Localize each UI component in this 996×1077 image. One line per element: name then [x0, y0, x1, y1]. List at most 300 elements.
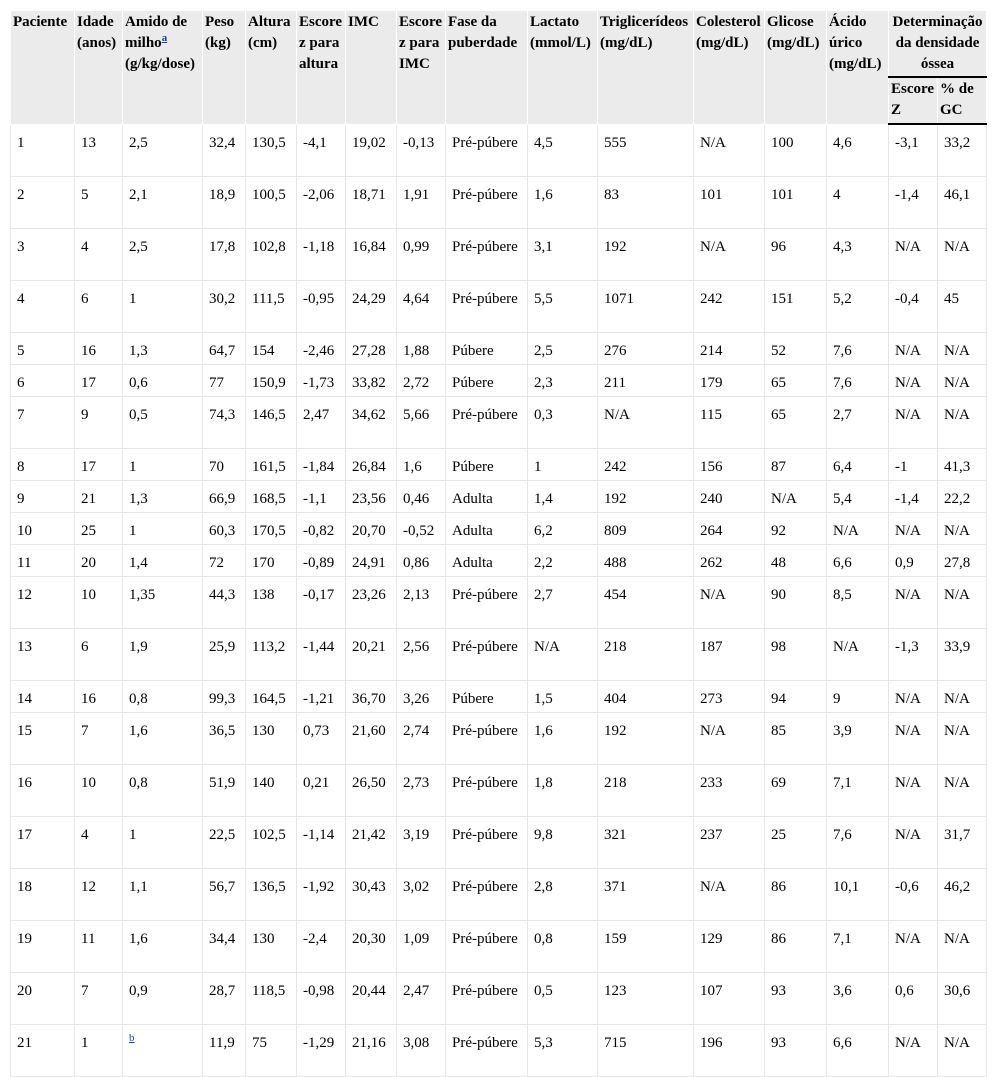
- cell-escore-imc: 2,13: [397, 577, 446, 629]
- cell-fase: Pré-púbere: [446, 1025, 528, 1077]
- cell-escore-z: N/A: [889, 229, 938, 281]
- cell-glicose: 86: [765, 921, 827, 973]
- cell-idade: 4: [75, 229, 123, 281]
- cell-acido-urico: 4,3: [827, 229, 889, 281]
- cell-trigliceridios: 371: [598, 869, 694, 921]
- cell-escore-imc: 1,6: [397, 449, 446, 481]
- header-glicose: Glicose (mg/dL): [765, 11, 827, 125]
- cell-fase: Pré-púbere: [446, 397, 528, 449]
- cell-escore-altura: -2,46: [297, 333, 346, 365]
- cell-amido: 1,4: [123, 545, 203, 577]
- cell-escore-imc: 0,99: [397, 229, 446, 281]
- cell-imc: 21,60: [346, 713, 397, 765]
- cell-escore-z: -0,6: [889, 869, 938, 921]
- cell-percent-gc: 41,3: [938, 449, 987, 481]
- cell-colesterol: 156: [694, 449, 765, 481]
- cell-colesterol: N/A: [694, 124, 765, 177]
- cell-idade: 9: [75, 397, 123, 449]
- cell-escore-z: -0,4: [889, 281, 938, 333]
- cell-peso: 28,7: [203, 973, 246, 1025]
- cell-idade: 21: [75, 481, 123, 513]
- cell-glicose: 48: [765, 545, 827, 577]
- cell-peso: 74,3: [203, 397, 246, 449]
- cell-escore-imc: -0,13: [397, 124, 446, 177]
- cell-percent-gc: N/A: [938, 713, 987, 765]
- cell-escore-altura: -4,1: [297, 124, 346, 177]
- cell-escore-z: N/A: [889, 397, 938, 449]
- cell-idade: 6: [75, 629, 123, 681]
- cell-lactato: 1: [528, 449, 598, 481]
- cell-escore-z: N/A: [889, 1025, 938, 1077]
- cell-acido-urico: 5,4: [827, 481, 889, 513]
- cell-escore-altura: -1,44: [297, 629, 346, 681]
- cell-paciente: 11: [11, 545, 75, 577]
- cell-idade: 13: [75, 124, 123, 177]
- cell-trigliceridios: 211: [598, 365, 694, 397]
- cell-escore-imc: 1,91: [397, 177, 446, 229]
- header-idade: Idade (anos): [75, 11, 123, 125]
- cell-peso: 36,5: [203, 713, 246, 765]
- cell-amido: 1: [123, 513, 203, 545]
- cell-colesterol: 101: [694, 177, 765, 229]
- cell-escore-z: N/A: [889, 513, 938, 545]
- cell-lactato: 1,6: [528, 177, 598, 229]
- cell-imc: 19,02: [346, 124, 397, 177]
- cell-lactato: 2,5: [528, 333, 598, 365]
- cell-colesterol: 115: [694, 397, 765, 449]
- cell-trigliceridios: 123: [598, 973, 694, 1025]
- table-row: [11, 481, 987, 513]
- table-row: [11, 513, 987, 545]
- cell-colesterol: 264: [694, 513, 765, 545]
- cell-lactato: 6,2: [528, 513, 598, 545]
- cell-escore-imc: 2,47: [397, 973, 446, 1025]
- cell-escore-altura: 0,21: [297, 765, 346, 817]
- cell-acido-urico: 10,1: [827, 869, 889, 921]
- cell-colesterol: 107: [694, 973, 765, 1025]
- cell-glicose: 101: [765, 177, 827, 229]
- cell-glicose: 85: [765, 713, 827, 765]
- cell-escore-z: 0,9: [889, 545, 938, 577]
- cell-altura: 146,5: [246, 397, 297, 449]
- cell-amido: 2,1: [123, 177, 203, 229]
- cell-escore-altura: -0,95: [297, 281, 346, 333]
- cell-lactato: 9,8: [528, 817, 598, 869]
- cell-paciente: 13: [11, 629, 75, 681]
- table-row: [11, 124, 987, 177]
- cell-altura: 113,2: [246, 629, 297, 681]
- cell-escore-imc: 1,88: [397, 333, 446, 365]
- cell-escore-imc: 3,26: [397, 681, 446, 713]
- cell-colesterol: N/A: [694, 713, 765, 765]
- cell-imc: 33,82: [346, 365, 397, 397]
- cell-fase: Púbere: [446, 681, 528, 713]
- cell-amido: 1,35: [123, 577, 203, 629]
- cell-idade: 11: [75, 921, 123, 973]
- cell-escore-altura: -1,1: [297, 481, 346, 513]
- header-amido: [123, 11, 203, 125]
- cell-altura: 138: [246, 577, 297, 629]
- cell-acido-urico: 6,6: [827, 1025, 889, 1077]
- cell-glicose: 65: [765, 365, 827, 397]
- cell-escore-z: N/A: [889, 765, 938, 817]
- cell-peso: 30,2: [203, 281, 246, 333]
- cell-peso: 66,9: [203, 481, 246, 513]
- cell-idade: 10: [75, 765, 123, 817]
- header-altura: Altura (cm): [246, 11, 297, 125]
- header-fase-puberdade: Fase da puberdade: [446, 11, 528, 125]
- cell-escore-z: -3,1: [889, 124, 938, 177]
- table-row: [11, 1025, 987, 1077]
- cell-imc: 26,84: [346, 449, 397, 481]
- cell-trigliceridios: 715: [598, 1025, 694, 1077]
- cell-colesterol: 196: [694, 1025, 765, 1077]
- cell-imc: 21,42: [346, 817, 397, 869]
- cell-amido: 1: [123, 817, 203, 869]
- cell-colesterol: 129: [694, 921, 765, 973]
- cell-percent-gc: 46,2: [938, 869, 987, 921]
- footnote-b-link[interactable]: b: [129, 1032, 135, 1044]
- cell-trigliceridios: 809: [598, 513, 694, 545]
- header-escore-altura: Escore z para altura: [297, 11, 346, 125]
- cell-escore-imc: 3,02: [397, 869, 446, 921]
- cell-lactato: 1,5: [528, 681, 598, 713]
- cell-acido-urico: 7,1: [827, 765, 889, 817]
- cell-percent-gc: N/A: [938, 397, 987, 449]
- cell-amido: 1,1: [123, 869, 203, 921]
- cell-idade: 4: [75, 817, 123, 869]
- cell-paciente: 15: [11, 713, 75, 765]
- cell-escore-z: N/A: [889, 681, 938, 713]
- cell-glicose: 69: [765, 765, 827, 817]
- cell-paciente: 16: [11, 765, 75, 817]
- cell-escore-altura: -1,29: [297, 1025, 346, 1077]
- cell-escore-imc: -0,52: [397, 513, 446, 545]
- cell-escore-imc: 0,46: [397, 481, 446, 513]
- cell-lactato: 0,3: [528, 397, 598, 449]
- cell-imc: 24,91: [346, 545, 397, 577]
- cell-peso: 72: [203, 545, 246, 577]
- header-paciente: Paciente: [11, 11, 75, 125]
- cell-altura: 111,5: [246, 281, 297, 333]
- cell-imc: 20,44: [346, 973, 397, 1025]
- cell-fase: Pré-púbere: [446, 869, 528, 921]
- cell-idade: 16: [75, 681, 123, 713]
- table-row: [11, 365, 987, 397]
- table-row: [11, 869, 987, 921]
- cell-escore-imc: 2,56: [397, 629, 446, 681]
- table-row: [11, 765, 987, 817]
- cell-lactato: 5,5: [528, 281, 598, 333]
- cell-trigliceridios: 192: [598, 481, 694, 513]
- cell-idade: 1: [75, 1025, 123, 1077]
- header-escore-z: Escore Z: [889, 77, 938, 124]
- cell-acido-urico: 4,6: [827, 124, 889, 177]
- cell-imc: 24,29: [346, 281, 397, 333]
- cell-glicose: 100: [765, 124, 827, 177]
- cell-peso: 56,7: [203, 869, 246, 921]
- cell-colesterol: 233: [694, 765, 765, 817]
- cell-paciente: 19: [11, 921, 75, 973]
- header-colesterol: Colesterol (mg/dL): [694, 11, 765, 125]
- cell-imc: 20,70: [346, 513, 397, 545]
- cell-colesterol: 214: [694, 333, 765, 365]
- cell-fase: Pré-púbere: [446, 281, 528, 333]
- table-row: [11, 545, 987, 577]
- header-densidade-ossea: Determinação da densidade óssea: [889, 11, 987, 78]
- cell-fase: Pré-púbere: [446, 177, 528, 229]
- cell-percent-gc: 31,7: [938, 817, 987, 869]
- cell-colesterol: 273: [694, 681, 765, 713]
- table-body: [11, 124, 987, 1077]
- cell-acido-urico: 4: [827, 177, 889, 229]
- header-amido-label: Amido de milho: [125, 14, 188, 51]
- cell-glicose: 93: [765, 1025, 827, 1077]
- cell-fase: Adulta: [446, 513, 528, 545]
- cell-amido: 1: [123, 449, 203, 481]
- cell-glicose: 96: [765, 229, 827, 281]
- cell-amido: 0,6: [123, 365, 203, 397]
- cell-acido-urico: N/A: [827, 513, 889, 545]
- header-trigliceridios: Triglicerídeos (mg/dL): [598, 11, 694, 125]
- cell-fase: Pré-púbere: [446, 713, 528, 765]
- cell-fase: Pré-púbere: [446, 124, 528, 177]
- header-percent-gc: % de GC: [938, 77, 987, 124]
- cell-acido-urico: 9: [827, 681, 889, 713]
- cell-colesterol: N/A: [694, 229, 765, 281]
- cell-peso: 64,7: [203, 333, 246, 365]
- cell-amido: 0,5: [123, 397, 203, 449]
- cell-escore-imc: 4,64: [397, 281, 446, 333]
- cell-altura: 168,5: [246, 481, 297, 513]
- cell-peso: 25,9: [203, 629, 246, 681]
- cell-glicose: 94: [765, 681, 827, 713]
- cell-paciente: 2: [11, 177, 75, 229]
- cell-idade: 16: [75, 333, 123, 365]
- cell-colesterol: 179: [694, 365, 765, 397]
- table-header: [11, 11, 987, 125]
- cell-paciente: 21: [11, 1025, 75, 1077]
- table-row: [11, 681, 987, 713]
- cell-fase: Pré-púbere: [446, 229, 528, 281]
- cell-trigliceridios: 404: [598, 681, 694, 713]
- cell-amido: 2,5: [123, 229, 203, 281]
- cell-paciente: 20: [11, 973, 75, 1025]
- header-escore-imc: Escore z para IMC: [397, 11, 446, 125]
- cell-idade: 7: [75, 713, 123, 765]
- table-row: [11, 577, 987, 629]
- cell-acido-urico: 7,6: [827, 365, 889, 397]
- cell-lactato: 2,3: [528, 365, 598, 397]
- cell-idade: 20: [75, 545, 123, 577]
- cell-trigliceridios: 1071: [598, 281, 694, 333]
- cell-lactato: 5,3: [528, 1025, 598, 1077]
- cell-imc: 26,50: [346, 765, 397, 817]
- cell-paciente: 5: [11, 333, 75, 365]
- cell-escore-imc: 5,66: [397, 397, 446, 449]
- cell-trigliceridios: 192: [598, 229, 694, 281]
- cell-lactato: 2,2: [528, 545, 598, 577]
- cell-imc: 23,26: [346, 577, 397, 629]
- cell-peso: 99,3: [203, 681, 246, 713]
- cell-trigliceridios: 555: [598, 124, 694, 177]
- cell-peso: 51,9: [203, 765, 246, 817]
- cell-peso: 18,9: [203, 177, 246, 229]
- cell-percent-gc: 33,2: [938, 124, 987, 177]
- cell-paciente: 4: [11, 281, 75, 333]
- cell-altura: 75: [246, 1025, 297, 1077]
- header-peso: Peso (kg): [203, 11, 246, 125]
- cell-amido: 2,5: [123, 124, 203, 177]
- cell-percent-gc: N/A: [938, 765, 987, 817]
- cell-imc: 36,70: [346, 681, 397, 713]
- cell-glicose: N/A: [765, 481, 827, 513]
- cell-escore-z: N/A: [889, 577, 938, 629]
- header-acido-urico: Ácido úrico (mg/dL): [827, 11, 889, 125]
- cell-altura: 100,5: [246, 177, 297, 229]
- cell-escore-altura: -0,98: [297, 973, 346, 1025]
- cell-peso: 44,3: [203, 577, 246, 629]
- cell-percent-gc: 46,1: [938, 177, 987, 229]
- header-amido-unit: (g/kg/dose): [125, 56, 196, 72]
- cell-altura: 102,5: [246, 817, 297, 869]
- cell-fase: Púbere: [446, 449, 528, 481]
- cell-lactato: 1,6: [528, 713, 598, 765]
- cell-fase: Pré-púbere: [446, 577, 528, 629]
- cell-lactato: 1,8: [528, 765, 598, 817]
- cell-glicose: 25: [765, 817, 827, 869]
- cell-acido-urico: 3,6: [827, 973, 889, 1025]
- cell-amido: 1,3: [123, 481, 203, 513]
- cell-paciente: 10: [11, 513, 75, 545]
- cell-escore-altura: -1,18: [297, 229, 346, 281]
- cell-acido-urico: N/A: [827, 629, 889, 681]
- cell-glicose: 98: [765, 629, 827, 681]
- cell-acido-urico: 7,6: [827, 333, 889, 365]
- cell-fase: Pré-púbere: [446, 765, 528, 817]
- cell-idade: 10: [75, 577, 123, 629]
- cell-escore-altura: -1,21: [297, 681, 346, 713]
- cell-lactato: 2,7: [528, 577, 598, 629]
- cell-percent-gc: 45: [938, 281, 987, 333]
- table-row: [11, 229, 987, 281]
- cell-escore-z: N/A: [889, 333, 938, 365]
- table-row: [11, 713, 987, 765]
- cell-escore-altura: -0,82: [297, 513, 346, 545]
- cell-trigliceridios: 218: [598, 629, 694, 681]
- cell-acido-urico: 3,9: [827, 713, 889, 765]
- cell-altura: 130: [246, 713, 297, 765]
- cell-acido-urico: 7,1: [827, 921, 889, 973]
- cell-imc: 30,43: [346, 869, 397, 921]
- cell-escore-z: -1,4: [889, 481, 938, 513]
- cell-escore-z: 0,6: [889, 973, 938, 1025]
- cell-idade: 5: [75, 177, 123, 229]
- cell-glicose: 90: [765, 577, 827, 629]
- cell-idade: 25: [75, 513, 123, 545]
- table-row: [11, 333, 987, 365]
- cell-colesterol: 237: [694, 817, 765, 869]
- cell-amido: 1,6: [123, 713, 203, 765]
- cell-percent-gc: N/A: [938, 365, 987, 397]
- patient-data-table: [10, 10, 987, 1077]
- cell-fase: Pré-púbere: [446, 973, 528, 1025]
- cell-paciente: 1: [11, 124, 75, 177]
- cell-amido: 1,3: [123, 333, 203, 365]
- cell-percent-gc: N/A: [938, 681, 987, 713]
- cell-peso: 17,8: [203, 229, 246, 281]
- cell-amido: 0,8: [123, 765, 203, 817]
- cell-paciente: 17: [11, 817, 75, 869]
- cell-imc: 23,56: [346, 481, 397, 513]
- cell-amido: 1,9: [123, 629, 203, 681]
- cell-glicose: 65: [765, 397, 827, 449]
- cell-altura: 118,5: [246, 973, 297, 1025]
- cell-fase: Pré-púbere: [446, 921, 528, 973]
- cell-lactato: 3,1: [528, 229, 598, 281]
- cell-lactato: 0,5: [528, 973, 598, 1025]
- table-row: [11, 629, 987, 681]
- cell-trigliceridios: N/A: [598, 397, 694, 449]
- cell-lactato: 0,8: [528, 921, 598, 973]
- cell-fase: Pré-púbere: [446, 629, 528, 681]
- cell-fase: Adulta: [446, 545, 528, 577]
- cell-escore-z: N/A: [889, 713, 938, 765]
- table-row: [11, 921, 987, 973]
- cell-imc: 18,71: [346, 177, 397, 229]
- cell-escore-z: N/A: [889, 921, 938, 973]
- cell-percent-gc: 30,6: [938, 973, 987, 1025]
- cell-fase: Púbere: [446, 333, 528, 365]
- cell-acido-urico: 6,4: [827, 449, 889, 481]
- cell-altura: 136,5: [246, 869, 297, 921]
- cell-peso: 34,4: [203, 921, 246, 973]
- cell-paciente: 18: [11, 869, 75, 921]
- cell-colesterol: N/A: [694, 869, 765, 921]
- cell-fase: Adulta: [446, 481, 528, 513]
- cell-imc: 20,30: [346, 921, 397, 973]
- cell-altura: 130: [246, 921, 297, 973]
- cell-imc: 16,84: [346, 229, 397, 281]
- cell-trigliceridios: 454: [598, 577, 694, 629]
- cell-amido: 0,8: [123, 681, 203, 713]
- cell-amido: 1: [123, 281, 203, 333]
- cell-glicose: 87: [765, 449, 827, 481]
- cell-altura: 130,5: [246, 124, 297, 177]
- cell-altura: 170: [246, 545, 297, 577]
- cell-peso: 60,3: [203, 513, 246, 545]
- footnote-a-link[interactable]: a: [161, 32, 168, 44]
- cell-glicose: 86: [765, 869, 827, 921]
- cell-amido: [123, 1025, 203, 1077]
- cell-peso: 32,4: [203, 124, 246, 177]
- cell-escore-altura: -1,73: [297, 365, 346, 397]
- cell-lactato: 4,5: [528, 124, 598, 177]
- cell-altura: 164,5: [246, 681, 297, 713]
- cell-colesterol: 242: [694, 281, 765, 333]
- cell-escore-altura: -1,92: [297, 869, 346, 921]
- cell-imc: 27,28: [346, 333, 397, 365]
- cell-escore-imc: 1,09: [397, 921, 446, 973]
- cell-escore-imc: 3,19: [397, 817, 446, 869]
- cell-acido-urico: 6,6: [827, 545, 889, 577]
- cell-percent-gc: N/A: [938, 921, 987, 973]
- header-lactato: Lactato (mmol/L): [528, 11, 598, 125]
- cell-percent-gc: 27,8: [938, 545, 987, 577]
- cell-escore-altura: 0,73: [297, 713, 346, 765]
- cell-glicose: 151: [765, 281, 827, 333]
- cell-peso: 11,9: [203, 1025, 246, 1077]
